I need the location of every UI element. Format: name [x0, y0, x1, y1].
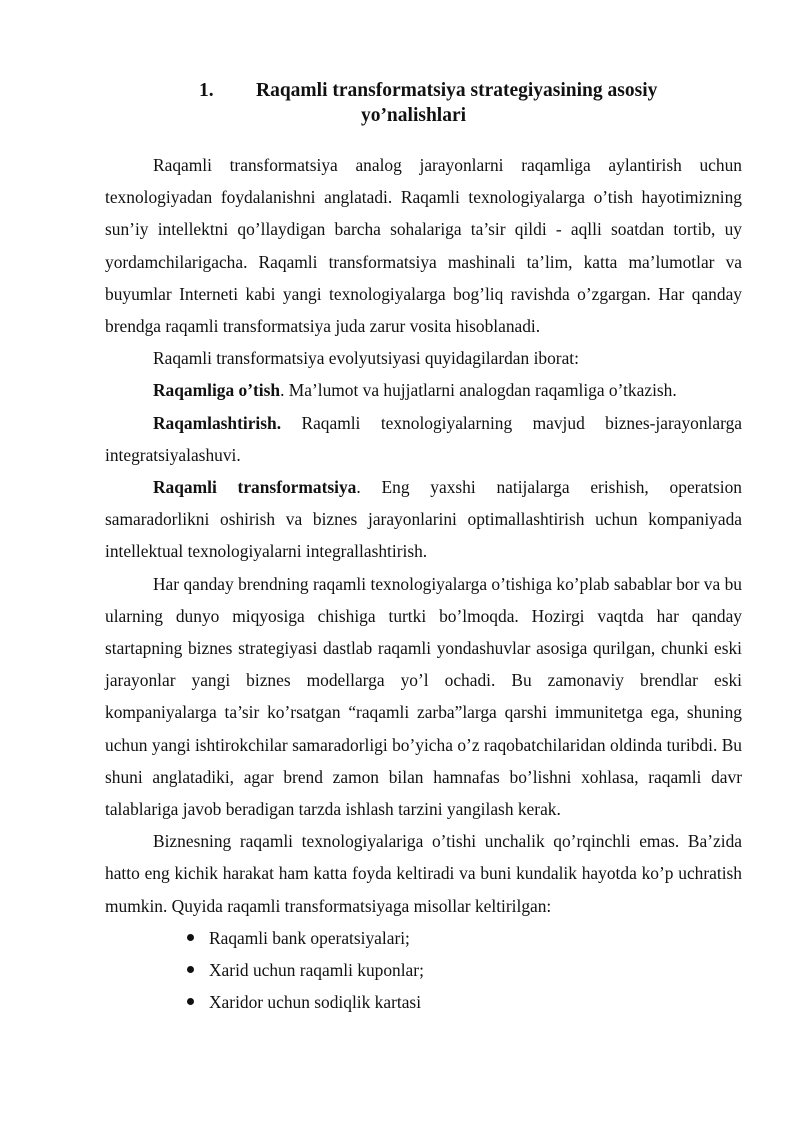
- list-item: [183, 922, 742, 954]
- paragraph-reasons: Har qanday brendning raqamli texnologiyalarga o’tishiga ko’plab sabablar bor va bu ularning dunyo miqyosiga chishiga turtki bo’lmoqda. Hozirgi vaqtda har qanday startapning biznes strategiyasi dastlab raqamli yondashuvlar asosiga qurilgan, chunki eski jarayonlar yangi biznes modellarga yo’l ochadi. Bu zamonaviy brendlar eski kompaniyalarga ta’sir ko’rsatgan “raqamli zarba”larga qarshi immunitetga ega, shuning uchun yangi ishtirokchilar samaradorligi bo’yicha o’z raqobatchilaridan oldinda turibdi. Bu shuni anglatadiki, agar brend zamon bilan hamnafas bo’lishni xohlasa, raqamli davr talablariga javob beradigan tarzda ishlash tarzini yangilash kerak.: [105, 573, 742, 820]
- paragraph-digitalization: [105, 407, 742, 471]
- term-digitalization: Raqamlashtirish.: [153, 412, 282, 433]
- list-item-text: Raqamli bank operatsiyalari;: [209, 927, 410, 948]
- section-number: 1.: [199, 80, 214, 101]
- term-digitization: Raqamliga o’tish: [153, 380, 281, 401]
- list-item: [183, 986, 742, 1018]
- document-body: [105, 149, 742, 1018]
- definition-digitization: . Ma’lumot va hujjatlarni analogdan raqamliga o’tkazish.: [280, 380, 677, 401]
- term-transformation: Raqamli transformatsiya: [153, 477, 357, 498]
- paragraph-intro: Raqamli transformatsiya analog jarayonlarni raqamliga aylantirish uchun texnologiyadan foydalanishni anglatadi. Raqamli texnologiyalarga o’tish hayotimizning sun’iy intellektni qo’llaydigan barcha sohalariga ta’sir qildi - aqlli soatdan tortib, uy yordamchilarigacha. Raqamli transformatsiya mashinali ta’lim, katta ma’lumotlar va buyumlar Interneti kabi yangi texnologiyalarga bog’liq ravishda o’zgargan. Har qanday brendga raqamli transformatsiya juda zarur vosita hisoblanadi.: [105, 155, 742, 337]
- bullet-icon: [187, 998, 194, 1005]
- paragraph-examples: Biznesning raqamli texnologiyalariga o’tishi unchalik qo’rqinchli emas. Ba’zida hatto eng kichik harakat ham katta foyda keltiradi va buni kundalik hayotda ko’p uchratish mumkin. Quyida raqamli transformatsiyaga misollar keltirilgan:: [105, 831, 742, 916]
- definition-transformation: . Eng yaxshi natijalarga erishish, operatsion samaradorlikni oshirish va biznes jarayonlarini optimallashtirish uchun kompaniyada intellektual texnologiyalarni integrallashtirish.: [105, 477, 742, 562]
- definition-digitalization: Raqamli texnologiyalarning mavjud biznes-jarayonlarga integratsiyalashuvi.: [105, 412, 742, 465]
- section-title-line2: yo’nalishlari: [360, 105, 467, 126]
- paragraph-evolution: Raqamli transformatsiya evolyutsiyasi quyidagilardan iborat:: [153, 348, 579, 369]
- list-item-text: Xarid uchun raqamli kuponlar;: [209, 960, 424, 981]
- list-item-text: Xaridor uchun sodiqlik kartasi: [209, 992, 422, 1013]
- section-title-line1: Raqamli transformatsiya strategiyasining asosiy: [256, 80, 658, 101]
- examples-list: [105, 922, 742, 1019]
- bullet-icon: [187, 934, 194, 941]
- paragraph-digitization: [105, 374, 742, 406]
- list-item: [183, 954, 742, 986]
- bullet-icon: [187, 966, 194, 973]
- paragraph-transformation: [105, 471, 742, 568]
